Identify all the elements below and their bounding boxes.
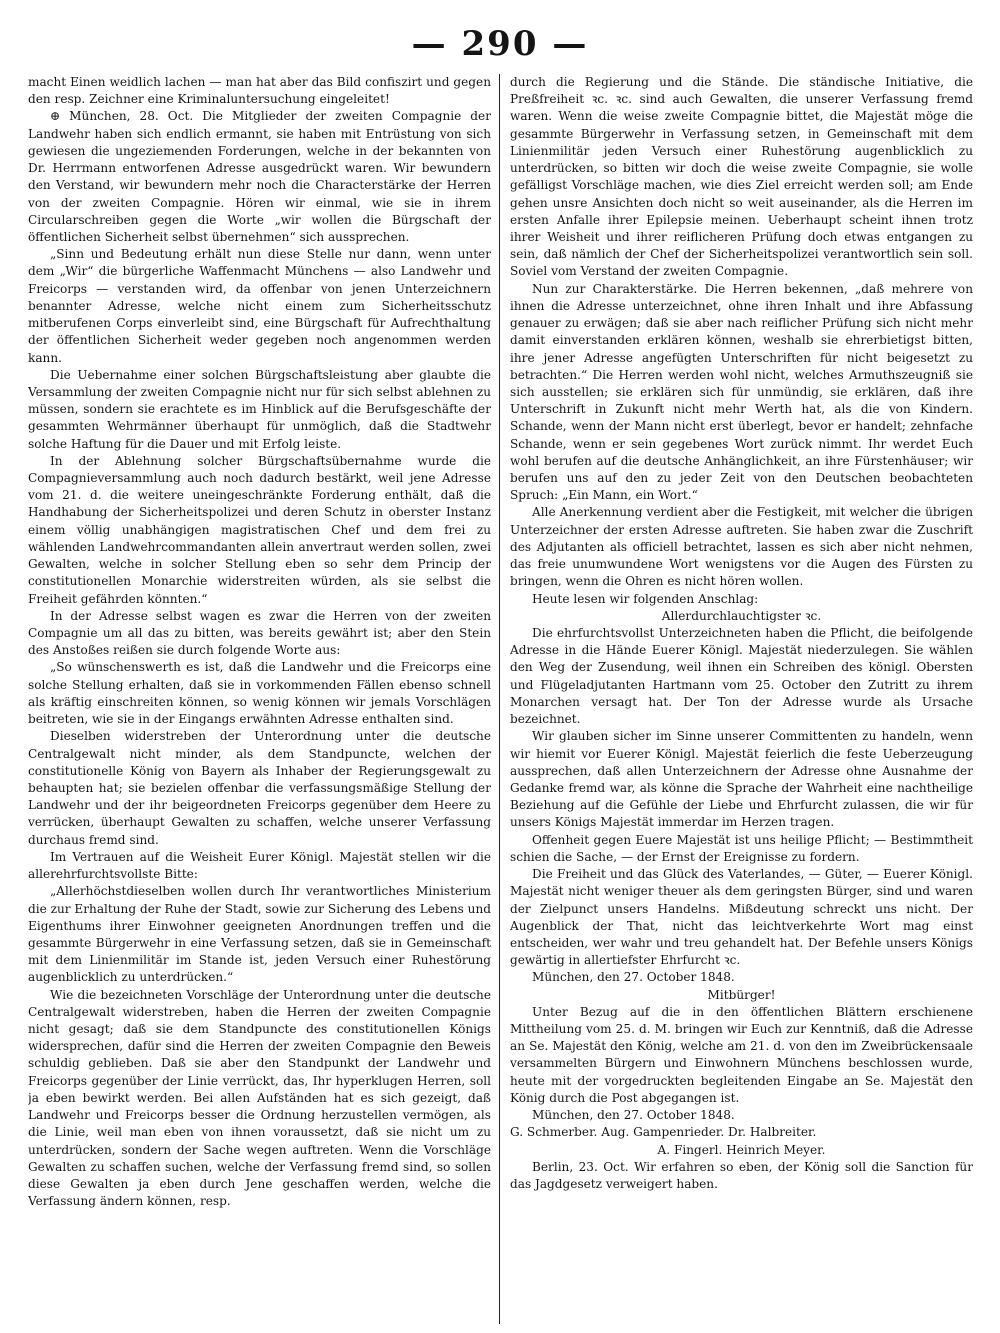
signatures: A. Fingerl. Heinrich Meyer. xyxy=(657,1142,826,1157)
salutation: Allerdurchlauchtigster ꝛc. xyxy=(661,608,822,623)
paragraph: Nun zur Charakterstärke. Die Herren bekennen, „daß mehrere von ihnen die Adresse unterzeichnet, ohne ihren Inhalt und ihre Abfassung genauer zu erwägen; daß sie aber nach reiflicher Prüfung sich nicht mehr damit einverstanden erklären können, weshalb sie ehrerbietigst bitten, ihre jener Adresse angefügten Unterschriften für nicht beigesetzt zu betrachten.“ Die Herren werden wohl nicht, welches Armuthszeugniß sie sich ausstellen; sie erklären sich für unmündig, sie erklären, daß ihre Unterschrift in Zukunft nicht mehr Werth hat, als die von Kindern. Schande, wenn der Mann nicht erst überlegt, bevor er handelt; zehnfache Schande, wenn er sein gegebenes Wort zurück nimmt. Ihr werdet Euch wohl berufen auf die deutsche Anhänglichkeit, an ihre Fürstenhäuser; wir berufen uns auf den zu jeder Zeit von den Deutschen beobachteten Spruch: „Ein Mann, ein Wort.“ xyxy=(510,281,973,503)
heading: Mitbürger! xyxy=(707,987,776,1002)
paragraph: ⊕ München, 28. Oct. Die Mitglieder der zweiten Compagnie der Landwehr haben sich endlich ermannt, sie haben mit Entrüstung von sich gewiesen die ungeziemenden Forderungen, welche in der bekannten von Dr. Herrmann entworfenen Adresse ausgedrückt waren. Wir bewundern den Verstand, wir bewundern mehr noch die Characterstärke der Herren von der zweiten Compagnie. Hören wir einmal, wie sie in ihrem Circularschreiben gegen die Worte „wir wollen die Bürgschaft der öffentlichen Sicherheit selbst übernehmen“ sich aussprechen. xyxy=(28,109,491,244)
paragraph: Die Uebernahme einer solchen Bürgschaftsleistung aber glaubte die Versammlung der zweiten Compagnie nicht nur für sich selbst ablehnen zu müssen, sondern sie erachtete es im Hinblick auf die Berufsgeschäfte der gesammten Wehrmänner überhaupt für unmöglich, daß die Stadtwehr solche Haftung für die Dauer und mit Erfolg leiste. xyxy=(28,367,491,451)
paragraph: In der Ablehnung solcher Bürgschaftsübernahme wurde die Compagnieversammlung auch noch dadurch bestärkt, weil jene Adresse vom 21. d. die weitere uneingeschränkte Forderung enthält, daß die Handhabung der Sicherheitspolizei und deren Schutz in oberster Instanz einem völlig unabhängigen magistratischen Chef und dem frei zu wählenden Landwehrcommandanten allein anvertraut werden sollen, zwei Gewalten, welche in solcher Stellung eben so sehr dem Princip der constitutionellen Monarchie widerstreiten würden, als sie selbst die Freiheit gefährden könnten.“ xyxy=(28,453,491,606)
paragraph: In der Adresse selbst wagen es zwar die Herren von der zweiten Compagnie um all das zu bitten, was bereits gewährt ist; aber den Stein des Anstoßes reißen sie durch folgende Worte aus: xyxy=(28,608,491,658)
paragraph: Die ehrfurchtsvollst Unterzeichneten haben die Pflicht, die beifolgende Adresse in die Hände Euerer Königl. Majestät niederzulegen. Sie wählen den Weg der Zusendung, weil ihnen ein Schreiben des königl. Obersten und Flügeladjutanten Hartmann vom 25. October den Zutritt zu ihrem Monarchen versagt hat. Der Ton der Adresse wurde als Ursache bezeichnet. xyxy=(510,626,973,727)
paragraph: Dieselben widerstreben der Unterordnung unter die deutsche Centralgewalt nicht minder, als dem Standpuncte, welchen der constitutionelle König von Bayern als Inhaber der Regierungsgewalt zu behaupten hat; sie bezielen offenbar die verfassungsmäßige Stellung der Landwehr und der ihr beigeordneten Freicorps gegenüber dem Heere zu verrücken, überhaupt Gewalten zu schaffen, welche unserer Verfassung durchaus fremd sind. xyxy=(28,729,491,847)
left-column xyxy=(28,74,491,1324)
paragraph: Unter Bezug auf die in den öffentlichen Blättern erschienene Mittheilung vom 25. d. M. bringen wir Euch zur Kenntniß, daß die Adresse an Se. Majestät den König, welche am 21. d. von den im Zweibrückensaale versammelten Bürgern und Einwohnern Münchens beschlossen wurde, heute mit der vorgedruckten begleitenden Eingabe an Se. Majestät den König durch die Post abgegangen ist. xyxy=(510,1004,973,1105)
right-column xyxy=(510,74,973,1324)
paragraph: „Allerhöchstdieselben wollen durch Ihr verantwortliches Ministerium die zur Erhaltung der Ruhe der Stadt, sowie zur Sicherung des Lebens und Eigenthums ihrer Einwohner geeigneten Anordnungen treffen und die gesammte Bürgerwehr in eine Verfassung setzen, daß sie in Gemeinschaft mit dem Linienmilitär im Stande ist, jeden Versuch einer Ruhestörung augenblicklich zu unterdrücken.“ xyxy=(28,884,491,985)
paragraph: Die Freiheit und das Glück des Vaterlandes, — Güter, — Euerer Königl. Majestät nicht weniger theuer als dem geringsten Bürger, sind und waren der Zielpunct unsers Handelns. Mißdeutung schreckt uns nicht. Der Augenblick der That, nicht das leichtverkehrte Wort mag einst entscheiden, wer wahr und treu gehandelt hat. Der Befehle unsers Königs gewärtig in allertiefster Ehrfurcht ꝛc. xyxy=(510,867,973,968)
paragraph: Offenheit gegen Euere Majestät ist uns heilige Pflicht; — Bestimmtheit schien die Sache, — der Ernst der Ereignisse zu fordern. xyxy=(510,832,973,864)
dateline: München, den 27. October 1848. xyxy=(532,970,735,985)
paragraph: Wir glauben sicher im Sinne unserer Committenten zu handeln, wenn wir hiemit vor Euerer Königl. Majestät feierlich die feste Ueberzeugung aussprechen, daß allen Unterzeichnern der Adresse ohne Ausnahme der Gedanke fremd war, als könne die Sprache der Wahrheit eine nachtheilige Beziehung auf die Gefühle der Liebe und Ehrfurcht zulassen, die wir für unsers Königs Majestät immerdar im Herzen tragen. xyxy=(510,729,973,830)
paragraph: „Sinn und Bedeutung erhält nun diese Stelle nur dann, wenn unter dem „Wir“ die bürgerliche Waffenmacht Münchens — also Landwehr und Freicorps — verstanden wird, da offenbar von jenen Unterzeichnern benannter Adresse, welche nicht einem zum Sicherheitsschutz mitberufenen Corps einverleibt sind, eine Bürgschaft für Aufrechthaltung der öffentlichen Sicherheit weder gegeben noch angenommen werden kann. xyxy=(28,247,491,365)
paragraph: Wie die bezeichneten Vorschläge der Unterordnung unter die deutsche Centralgewalt widerstreben, haben die Herren der zweiten Compagnie nicht gesagt; daß sie dem Standpuncte des constitutionellen Königs widersprechen, dafür sind die Herren der zweiten Compagnie den Beweis schuldig geblieben. Daß sie aber den Standpunkt der Landwehr und Freicorps gegenüber der Linie verrückt, das, Ihr hyperklugen Herren, soll ja eben bewirkt werden. Bei allen Aufständen hat es sich gezeigt, daß Landwehr und Freicorps besser die Ordnung herzustellen vermögen, als die Linie, weil man eben von ihnen voraussetzt, daß sie nicht um zu unterdrücken, sondern der Sache wegen auftreten. Wenn die Vorschläge Gewalten zu schaffen suchen, welche der Verfassung fremd sind, so sollen diese Gewalten ja eben durch Jene geschaffen werden, welche die Verfassung ändern können, resp. xyxy=(28,987,491,1209)
paragraph: Im Vertrauen auf die Weisheit Eurer Königl. Majestät stellen wir die allerehrfurchtsvollste Bitte: xyxy=(28,849,491,882)
paragraph: Alle Anerkennung verdient aber die Festigkeit, mit welcher die übrigen Unterzeichner der ersten Adresse auftreten. Sie haben zwar die Zuschrift des Adjutanten als officiell betrachtet, lassen es sich aber nicht nehmen, das freie unumwundene Wort wenigstens vor die Augen des Fürsten zu bringen, wenn die Ohren es nicht hören wollen. xyxy=(510,505,973,589)
page-number: — 290 — xyxy=(411,24,589,64)
paragraph: durch die Regierung und die Stände. Die ständische Initiative, die Preßfreiheit ꝛc. ꝛc. sind auch Gewalten, die unserer Verfassung fremd waren. Wenn die weise zweite Compagnie bittet, die Majestät möge die gesammte Bürgerwehr in Verfassung setzen, in Gemeinschaft mit dem Linienmilitär jeden Versuch einer Ruhestörung augenblicklich zu unterdrücken, so bitten wir doch die weise zweite Compagnie, sie wolle gefälligst Vorschläge machen, wie dies Ziel erreicht werden soll; am Ende gehen unsre Ansichten doch nicht so weit auseinander, als die Herren im ersten Anfalle ihrer Epilepsie meinen. Ueberhaupt scheint ihnen trotz ihrer Weisheit und ihrer reiflicheren Prüfung doch etwas entgangen zu sein, daß nämlich der Chef der Sicherheitspolizei verantwortlich sein soll. Soviel vom Verstand der zweiten Compagnie. xyxy=(510,75,973,279)
dateline: München, den 27. October 1848. xyxy=(532,1108,735,1123)
signatures: G. Schmerber. Aug. Gampenrieder. Dr. Halbreiter. xyxy=(510,1125,817,1140)
paragraph: „So wünschenswerth es ist, daß die Landwehr und die Freicorps eine solche Stellung erhalten, daß sie in vorkommenden Fällen ebenso schnell als kräftig einschreiten können, so wenig können wir jemals Vorschlägen beitreten, wie sie in der Eingangs erwähnten Adresse enthalten sind. xyxy=(28,660,491,727)
news-item: Berlin, 23. Oct. Wir erfahren so eben, der König soll die Sanction für das Jagdgesetz verweigert haben. xyxy=(510,1159,973,1191)
paragraph: Heute lesen wir folgenden Anschlag: xyxy=(532,591,759,606)
column-divider xyxy=(499,74,500,1324)
paragraph: macht Einen weidlich lachen — man hat aber das Bild confiszirt und gegen den resp. Zeichner eine Kriminaluntersuchung eingeleitet! xyxy=(28,75,491,107)
